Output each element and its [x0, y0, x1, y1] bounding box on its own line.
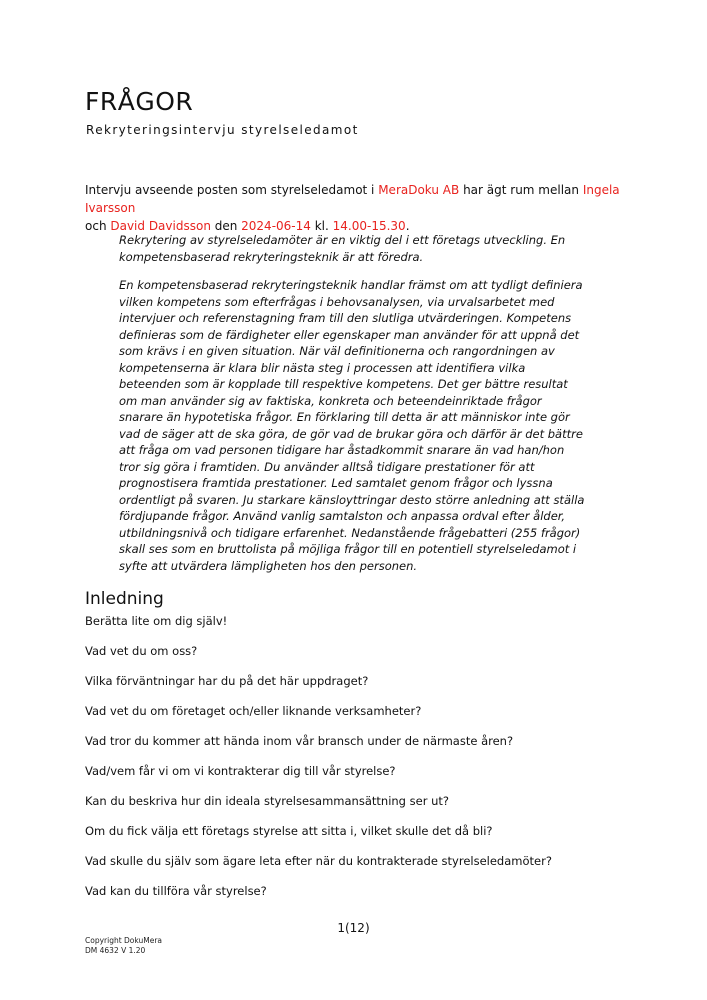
page-subtitle: Rekryteringsintervju styrelseledamot [86, 123, 359, 137]
intro-paragraph [85, 181, 645, 235]
company-name: MeraDoku AB [378, 183, 460, 197]
question-item: Om du fick välja ett företags styrelse att sitta i, vilket skulle det då bli? [85, 824, 493, 838]
question-item: Vilka förväntningar har du på det här uppdraget? [85, 674, 369, 688]
quote-paragraph-2: En kompetensbaserad rekryteringsteknik handlar främst om att tydligt definiera vilken kompetens som efterfrågas i behovsanalysen, via urvalsarbetet med intervjuer och referenstagning fram till den slutliga utvärderingen. Kompetens definieras som de färdigheter eller egenskaper man använder för att uppnå det som krävs i en given situation. När väl definitionerna och rangordningen av kompetenserna är klara blir nästa steg i processen att identifiera vilka beteenden som är kopplade till respektive kompetens. Det ger bättre resultat om man använder sig av faktiska, konkreta och beteendeinriktade frågor snarare än hypotetiska frågor. En förklaring till detta är att människor inte gör vad de säger att de ska göra, de gör vad de brukar göra och därför är det bättre att fråga om vad personen tidigare har åstadkommit snarare än vad han/hon tror sig göra i framtiden. Du använder alltså tidigare prestationer för att prognostisera framtida prestationer. Led samtalet genom frågor och lyssna ordentligt på svaren. Ju starkare känsloyttringar desto större anledning att ställa fördjupande frågor. Använd vanlig samtalston och anpassa ordval efter ålder, utbildningsnivå och tidigare erfarenhet. Nedanstående frågebatteri (255 frågor) skall ses som en bruttolista på möjliga frågor till en potentiell styrelseledamot i syfte att utvärdera lämpligheten hos den personen. [119, 278, 585, 573]
section-heading: Inledning [85, 589, 164, 609]
interview-date: 2024-06-14 [241, 219, 311, 233]
intro-text-5: kl. [310, 219, 333, 233]
question-item: Vad/vem får vi om vi kontrakterar dig till vår styrelse? [85, 764, 396, 778]
intro-text-3: och [85, 219, 111, 233]
page-title: FRÅGOR [85, 87, 194, 116]
question-item: Vad kan du tillföra vår styrelse? [85, 884, 267, 898]
intro-text-1: Intervju avseende posten som styrelseledamot i [85, 183, 379, 197]
question-item: Vad vet du om företaget och/eller liknande verksamheter? [85, 704, 422, 718]
document-id: DM 4632 V 1.20 [85, 946, 146, 955]
question-item: Vad vet du om oss? [85, 644, 198, 658]
intro-text-6: . [405, 219, 410, 233]
quote-paragraph-1: Rekrytering av styrelseledamöter är en viktig del i ett företags utveckling. En kompetensbaserad rekryteringsteknik är att föredra. [119, 233, 566, 264]
interviewer-name: Ingela Ivarsson [85, 183, 620, 215]
intro-text-4: den [210, 219, 242, 233]
interview-time: 14.00-15.30 [332, 219, 406, 233]
question-item: Kan du beskriva hur din ideala styrelsesammansättning ser ut? [85, 794, 449, 808]
question-item: Vad skulle du själv som ägare leta efter när du kontrakterade styrelseledamöter? [85, 854, 552, 868]
question-list [85, 613, 552, 913]
question-item: Berätta lite om dig själv! [85, 614, 228, 628]
copyright-text: Copyright DokuMera [85, 936, 163, 945]
candidate-name: David Davidsson [110, 219, 211, 233]
page-number: 1(12) [337, 921, 370, 935]
question-item: Vad tror du kommer att hända inom vår bransch under de närmaste åren? [85, 734, 514, 748]
page-footer [85, 936, 162, 956]
intro-text-2: har ägt rum mellan [459, 183, 583, 197]
